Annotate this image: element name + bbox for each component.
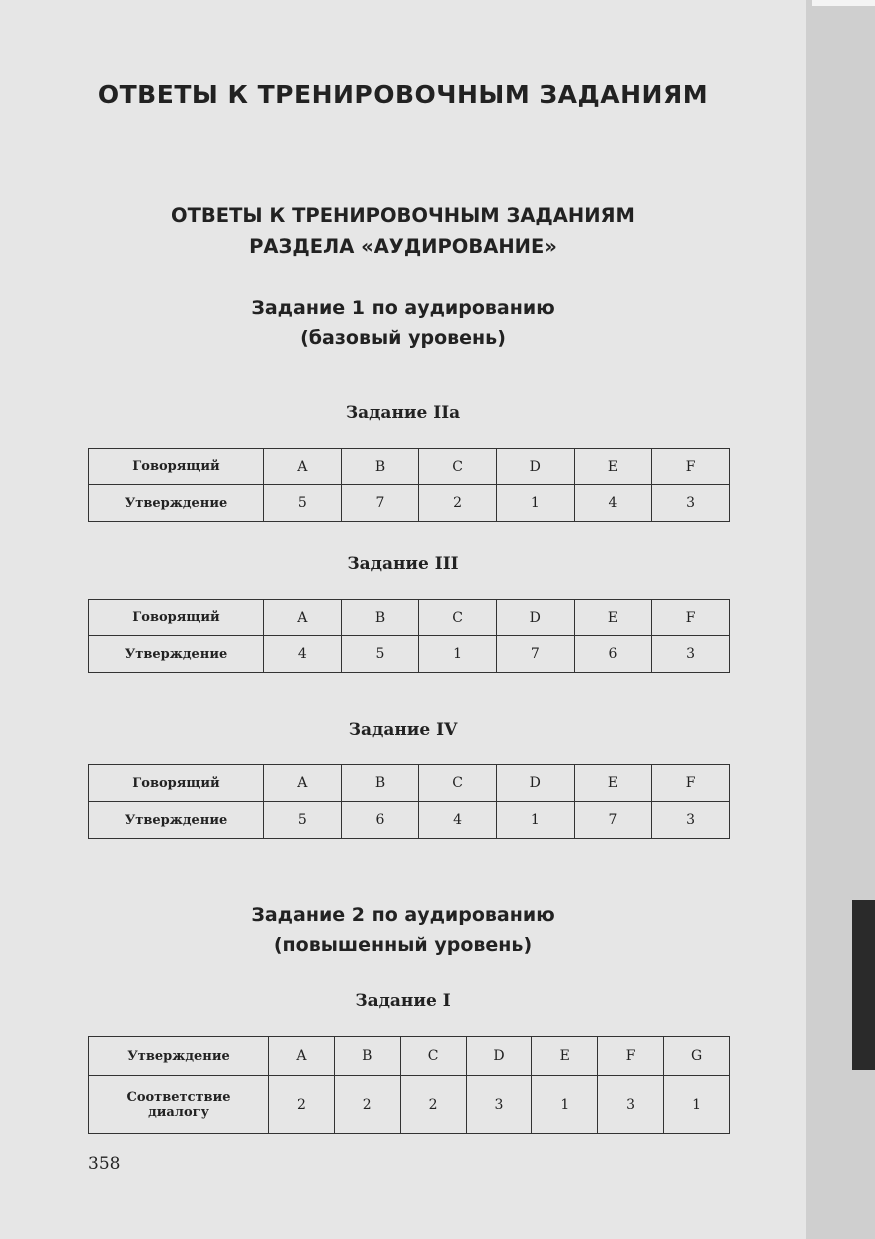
table-cell: A <box>264 600 342 636</box>
task2-title-line1: Задание 2 по аудированию <box>251 904 555 926</box>
table-cell: B <box>341 765 419 802</box>
scan-edge-highlight <box>812 0 875 6</box>
table-IIa-caption: Задание IIa <box>345 403 461 423</box>
table-IV-caption: Задание IV <box>348 720 458 740</box>
table-cell: A <box>269 1037 335 1076</box>
table-cell: 1 <box>532 1076 598 1134</box>
row-label: Говорящий <box>89 600 264 636</box>
table-III-caption: Задание III <box>347 554 459 574</box>
table-cell: B <box>341 449 419 485</box>
section-title <box>0 200 806 262</box>
section-title-line1: ОТВЕТЫ К ТРЕНИРОВОЧНЫМ ЗАДАНИЯМ <box>171 204 635 227</box>
table-cell: C <box>400 1037 466 1076</box>
row-label: Утверждение <box>89 485 264 522</box>
table-cell: E <box>574 600 652 636</box>
row-label-line2: диалогу <box>148 1104 209 1120</box>
table-row <box>89 1076 730 1134</box>
table-cell: F <box>598 1037 664 1076</box>
table-cell: 5 <box>341 636 419 673</box>
table-cell: D <box>496 600 574 636</box>
table-cell: E <box>574 765 652 802</box>
table-cell: G <box>664 1037 730 1076</box>
task2-title-line2: (повышенный уровень) <box>273 934 533 956</box>
table-cell: F <box>652 765 730 802</box>
table-cell: C <box>419 765 497 802</box>
table-cell: 3 <box>598 1076 664 1134</box>
task1-title-line1: Задание 1 по аудированию <box>251 297 555 319</box>
answer-table-IV <box>88 764 730 839</box>
table-row <box>89 765 730 802</box>
table-row <box>89 636 730 673</box>
table-cell: 2 <box>269 1076 335 1134</box>
table-cell: 1 <box>419 636 497 673</box>
row-label: Говорящий <box>89 765 264 802</box>
table-row <box>89 1037 730 1076</box>
row-label-line1: Соответствие <box>126 1089 231 1105</box>
table-cell: 5 <box>264 485 342 522</box>
table-cell: 4 <box>574 485 652 522</box>
main-title: ОТВЕТЫ К ТРЕНИРОВОЧНЫМ ЗАДАНИЯМ <box>97 80 709 109</box>
table-cell: 1 <box>664 1076 730 1134</box>
row-label: Утверждение <box>89 802 264 839</box>
table-cell: 4 <box>419 802 497 839</box>
table-cell: 7 <box>496 636 574 673</box>
table-cell: D <box>496 765 574 802</box>
section-title-line2: РАЗДЕЛА «АУДИРОВАНИЕ» <box>249 235 557 258</box>
row-label: Утверждение <box>89 1037 269 1076</box>
table-cell: C <box>419 600 497 636</box>
table-cell: E <box>532 1037 598 1076</box>
table-cell: 3 <box>652 485 730 522</box>
table-cell: B <box>334 1037 400 1076</box>
table-I-caption: Задание I <box>355 991 451 1011</box>
table-cell: 3 <box>466 1076 532 1134</box>
table-cell: A <box>264 449 342 485</box>
table-cell: 3 <box>652 636 730 673</box>
table-cell: 1 <box>496 485 574 522</box>
table-row <box>89 802 730 839</box>
table-cell: 6 <box>341 802 419 839</box>
table-cell: 2 <box>400 1076 466 1134</box>
answer-table-IIa <box>88 448 730 522</box>
scan-edge-shadow <box>852 900 875 1070</box>
row-label: Говорящий <box>89 449 264 485</box>
table-cell: 4 <box>264 636 342 673</box>
table-row <box>89 449 730 485</box>
row-label <box>89 1076 269 1134</box>
table-cell: 2 <box>334 1076 400 1134</box>
row-label: Утверждение <box>89 636 264 673</box>
table-cell: C <box>419 449 497 485</box>
table-cell: 7 <box>574 802 652 839</box>
table-cell: D <box>496 449 574 485</box>
table-cell: 6 <box>574 636 652 673</box>
answer-table-III <box>88 599 730 673</box>
page-number: 358 <box>88 1154 121 1174</box>
table-cell: F <box>652 600 730 636</box>
table-cell: A <box>264 765 342 802</box>
table-cell: 5 <box>264 802 342 839</box>
task1-title-line2: (базовый уровень) <box>300 327 506 349</box>
task2-title <box>0 900 806 960</box>
table-cell: 1 <box>496 802 574 839</box>
table-cell: B <box>341 600 419 636</box>
table-cell: 3 <box>652 802 730 839</box>
table-row <box>89 600 730 636</box>
answer-table-I <box>88 1036 730 1134</box>
task1-title <box>0 293 806 353</box>
table-cell: 2 <box>419 485 497 522</box>
table-cell: F <box>652 449 730 485</box>
table-row <box>89 485 730 522</box>
table-cell: 7 <box>341 485 419 522</box>
table-cell: D <box>466 1037 532 1076</box>
table-cell: E <box>574 449 652 485</box>
